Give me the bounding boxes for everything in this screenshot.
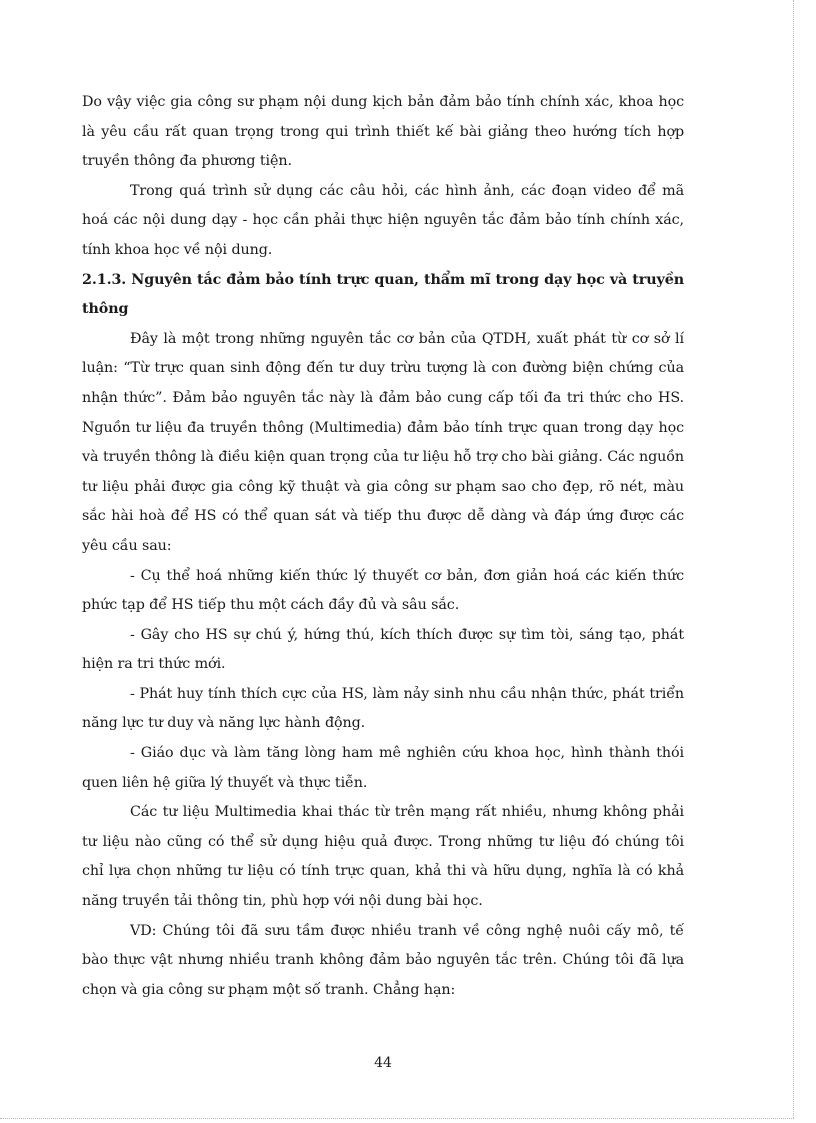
page-border-bottom [0, 1118, 794, 1119]
page-content [82, 88, 684, 1005]
paragraph-3: Đây là một trong những nguyên tắc cơ bản của QTDH, xuất phát từ cơ sở lí luận: “Từ trực quan sinh động đến tư duy trừu tượng là con đường biện chứng của nhận thức”. Đảm bảo nguyên tắc này là đảm bảo cung cấp tối đa tri thức cho HS. Nguồn tư liệu đa truyền thông (Multimedia) đảm bảo tính trực quan trong dạy học và truyền thông là điều kiện quan trọng của tư liệu hỗ trợ cho bài giảng. Các nguồn tư liệu phải được gia công kỹ thuật và gia công sư phạm sao cho đẹp, rõ nét, màu sắc hài hoà để HS có thể quan sát và tiếp thu được dễ dàng và đáp ứng được các yêu cầu sau: [82, 330, 684, 554]
list-item-2: - Gây cho HS sự chú ý, hứng thú, kích thích được sự tìm tòi, sáng tạo, phát hiện ra tri thức mới. [82, 626, 684, 673]
paragraph-1: Do vậy việc gia công sư phạm nội dung kịch bản đảm bảo tính chính xác, khoa học là yêu cầu rất quan trọng trong qui trình thiết kế bài giảng theo hướng tích hợp truyền thông đa phương tiện. [82, 94, 684, 170]
paragraph-4: Các tư liệu Multimedia khai thác từ trên mạng rất nhiều, nhưng không phải tư liệu nào cũng có thể sử dụng hiệu quả được. Trong những tư liệu đó chúng tôi chỉ lựa chọn những tư liệu có tính trực quan, khả thi và hữu dụng, nghĩa là có khả năng truyền tải thông tin, phù hợp với nội dung bài học. [82, 804, 684, 910]
list-item-3: - Phát huy tính thích cực của HS, làm nảy sinh nhu cầu nhận thức, phát triển năng lực tư duy và năng lực hành động. [82, 685, 684, 732]
paragraph-2: Trong quá trình sử dụng các câu hỏi, các hình ảnh, các đoạn video để mã hoá các nội dung dạy - học cần phải thực hiện nguyên tắc đảm bảo tính chính xác, tính khoa học về nội dung. [82, 182, 684, 258]
list-item-1: - Cụ thể hoá những kiến thức lý thuyết cơ bản, đơn giản hoá các kiến thức phức tạp để HS tiếp thu một cách đầy đủ và sâu sắc. [82, 567, 684, 614]
paragraph-5: VD: Chúng tôi đã sưu tầm được nhiều tranh về công nghệ nuôi cấy mô, tế bào thực vật nhưng nhiều tranh không đảm bảo nguyên tắc trên. Chúng tôi đã lựa chọn và gia công sư phạm một số tranh. Chẳng hạn: [82, 922, 684, 998]
list-item-4: - Giáo dục và làm tăng lòng ham mê nghiên cứu khoa học, hình thành thói quen liên hệ giữa lý thuyết và thực tiễn. [82, 745, 684, 791]
page-border-right [793, 0, 794, 1118]
page-number: 44 [374, 1055, 392, 1071]
section-heading: 2.1.3. Nguyên tắc đảm bảo tính trực quan, thẩm mĩ trong dạy học và truyền thông [82, 271, 684, 318]
